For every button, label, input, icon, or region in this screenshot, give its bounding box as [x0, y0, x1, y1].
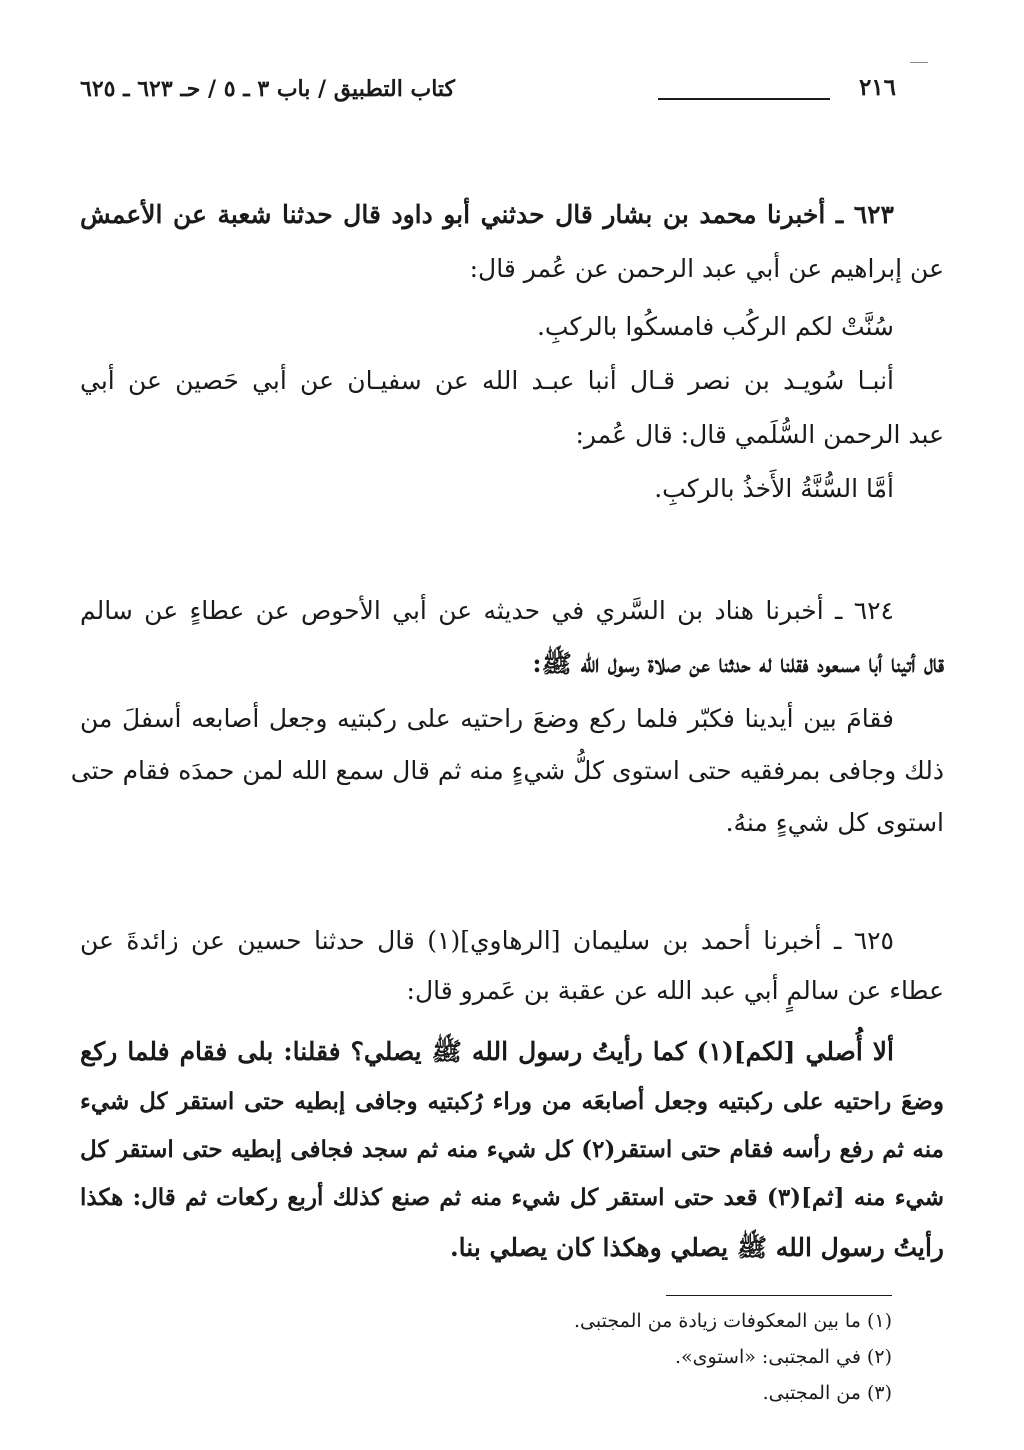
running-title: كتاب التطبيق / باب ٣ ـ ٥ / حـ ٦٢٣ ـ ٦٢٥	[80, 76, 456, 102]
hadith-line: وضعَ راحتيه على ركبتيه وجعل أصابعَه من وراء رُكبتيه وجافى إبطيه حتى استقر كل شيء	[80, 1088, 944, 1115]
running-header	[80, 74, 896, 108]
hadith-line: أمَّا السُّنَّةُ الأَخذُ بالركبِ.	[654, 474, 894, 503]
footnote: (٢) في المجتبى: «استوى».	[674, 1346, 892, 1368]
hadith-line: استوى كل شيءٍ منهُ.	[725, 808, 944, 837]
hadith-line: أنبـا سُويـد بن نصر قـال أنبا عبـد الله عن سفيـان عن أبي حَصين عن أبي	[80, 366, 894, 395]
hadith-line: شيء منه [ثم](٣) قعد حتى استقر كل شيء منه ثم صنع كذلك أربع ركعات ثم قال: هكذا	[80, 1184, 944, 1211]
hadith-line: عبد الرحمن السُّلَمي قال: قال عُمر:	[575, 420, 944, 449]
hadith-line: عطاء عن سالمٍ أبي عبد الله عن عقبة بن عَمرو قال:	[406, 976, 944, 1005]
hadith-line: ٦٢٥ ـ أخبرنا أحمد بن سليمان [الرهاوي](١) قال حدثنا حسين عن زائدةَ عن	[80, 926, 894, 955]
hadith-line: ٦٢٣ ـ أخبرنا محمد بن بشار قال حدثني أبو داود قال حدثنا شعبة عن الأعمش	[80, 200, 894, 229]
hadith-line: عن إبراهيم عن أبي عبد الرحمن عن عُمر قال:	[469, 254, 944, 283]
page-number: ٢١٦	[858, 74, 896, 101]
hadith-line: قال أتينا أبا مسعود فقلنا له حدثنا عن صلاة رسول الله ﷺ:	[532, 649, 944, 678]
hadith-line: سُنَّتْ لكم الركُب فامسكُوا بالركبِ.	[536, 312, 894, 341]
hadith-line: ٦٢٤ ـ أخبرنا هناد بن السَّري في حديثه عن أبي الأحوص عن عطاءٍ عن سالم	[80, 596, 894, 625]
header-rule	[658, 98, 830, 100]
hadith-line: ألا أُصلي [لكم](١) كما رأيتُ رسول الله ﷺ يصلي؟ فقلنا: بلى فقام فلما ركع	[80, 1037, 894, 1066]
margin-mark	[910, 62, 928, 63]
hadith-line: منه ثم رفع رأسه فقام حتى استقر(٢) كل شيء منه ثم سجد فجافى إبطيه حتى استقر كل	[80, 1136, 944, 1163]
footnote-rule	[666, 1295, 892, 1296]
hadith-line: رأيتُ رسول الله ﷺ يصلي وهكذا كان يصلي بنا.	[449, 1233, 944, 1262]
footnote: (٣) من المجتبى.	[762, 1382, 892, 1404]
hadith-line: ذلك وجافى بمرفقيه حتى استوى كلُّ شيءٍ منه ثم قال سمع الله لمن حمدَه فقام حتى	[70, 756, 944, 785]
hadith-line: فقامَ بين أيدينا فكبّر فلما ركع وضعَ راحتيه على ركبتيه وجعل أصابعه أسفلَ من	[80, 704, 894, 733]
footnote: (١) ما بين المعكوفات زيادة من المجتبى.	[574, 1310, 892, 1332]
